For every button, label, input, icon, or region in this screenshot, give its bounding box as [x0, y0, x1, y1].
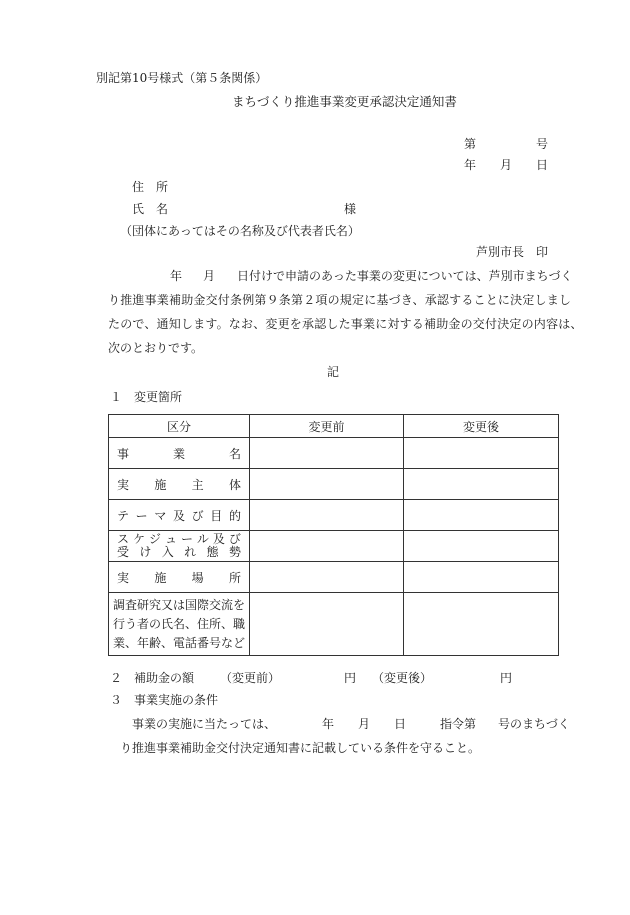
col-header-category: 区分	[109, 415, 250, 438]
amount-after-label: （変更後）	[372, 671, 433, 685]
row-label-schedule: ス ケ ジ ュ ー ル 及 び 受 け 入 れ 態 勢	[109, 531, 250, 562]
cell-after	[404, 500, 559, 531]
cell-before	[250, 562, 404, 593]
table-row	[109, 500, 559, 531]
condition-year: 年	[322, 717, 335, 731]
cell-after	[404, 469, 559, 500]
cell-before	[250, 593, 404, 656]
row-label-researcher: 調査研究又は国際交流を 行う者の氏名、住所、職 業、年齢、電話番号など	[109, 593, 250, 656]
table-row	[109, 469, 559, 500]
row-label-implementer: 実 施 主 体	[109, 469, 250, 500]
date-month: 月	[500, 158, 513, 172]
table-row	[109, 593, 559, 656]
body-line4: 次のとおりです。	[108, 341, 204, 355]
amount-before-unit: 円	[344, 671, 357, 685]
cell-before	[250, 531, 404, 562]
row-label-theme: テ ー マ 及 び 目 的	[109, 500, 250, 531]
cell-after	[404, 438, 559, 469]
cell-after	[404, 531, 559, 562]
col-header-after: 変更後	[404, 415, 559, 438]
cell-after	[404, 562, 559, 593]
issuer: 芦別市長 印	[476, 245, 549, 259]
honorific: 様	[344, 202, 357, 216]
row-label-location: 実 施 場 所	[109, 562, 250, 593]
ki-mark: 記	[327, 365, 340, 379]
condition-line2: り推進事業補助金交付決定通知書に記載している条件を守ること。	[120, 741, 481, 755]
cell-after	[404, 593, 559, 656]
row-label-project-name: 事 業 名	[109, 438, 250, 469]
form-id: 別記第10号様式（第５条関係）	[96, 71, 268, 85]
amount-before-label: （変更前）	[220, 671, 281, 685]
date-year: 年	[464, 158, 477, 172]
change-table	[108, 414, 559, 656]
body-year: 年	[170, 269, 183, 283]
document-title: まちづくり推進事業変更承認決定通知書	[232, 94, 457, 109]
cell-before	[250, 469, 404, 500]
section1-heading: １ 変更箇所	[110, 390, 183, 404]
condition-text3: 号のまちづく	[498, 717, 570, 731]
section2-heading: ２ 補助金の額	[110, 671, 195, 685]
table-row	[109, 531, 559, 562]
addressee-note: （団体にあってはその名称及び代表者氏名）	[120, 224, 360, 238]
body-line2: り推進事業補助金交付条例第９条第２項の規定に基づき、承認することに決定しまし	[108, 293, 572, 307]
table-header-row	[109, 415, 559, 438]
section3-heading: ３ 事業実施の条件	[110, 693, 219, 707]
col-header-before: 変更前	[250, 415, 404, 438]
name-label: 氏 名	[132, 202, 169, 216]
date-day: 日	[536, 158, 549, 172]
condition-text2: 指令第	[440, 717, 477, 731]
condition-day: 日	[394, 717, 407, 731]
number-suffix: 号	[536, 137, 549, 151]
body-month: 月	[203, 269, 216, 283]
condition-month: 月	[358, 717, 371, 731]
condition-text1: 事業の実施に当たっては、	[132, 717, 277, 731]
address-label: 住 所	[132, 180, 169, 194]
number-prefix: 第	[464, 137, 477, 151]
cell-before	[250, 500, 404, 531]
body-line1: 日付けで申請のあった事業の変更については、芦別市まちづく	[237, 269, 573, 283]
table-row	[109, 438, 559, 469]
amount-after-unit: 円	[500, 671, 513, 685]
body-line3: たので、通知します。なお、変更を承認した事業に対する補助金の交付決定の内容は、	[108, 317, 583, 331]
table-row	[109, 562, 559, 593]
cell-before	[250, 438, 404, 469]
